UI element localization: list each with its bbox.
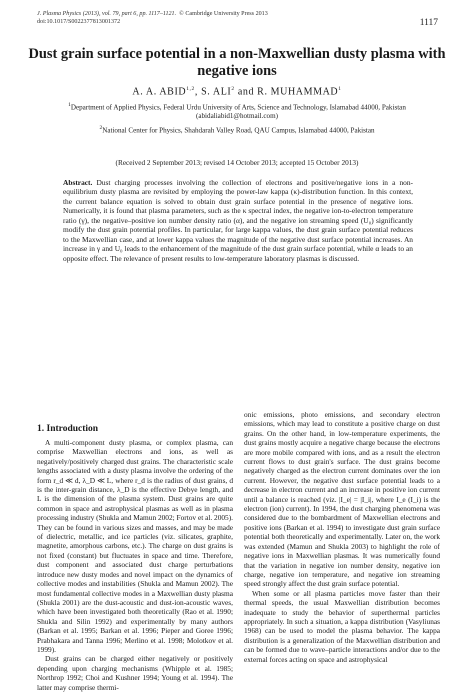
affiliation-text: Department of Applied Physics, Federal Urdu University of Arts, Science and Technology, Islamabad 44000, Pakistan [70, 103, 406, 112]
affiliation-1 [38, 101, 436, 121]
journal-line [37, 10, 437, 18]
received-dates: (Received 2 September 2013; revised 14 October 2013; accepted 15 October 2013) [115, 158, 359, 167]
author-name: and R. MUHAMMAD [234, 86, 339, 98]
author-name: A. A. ABID [132, 86, 187, 98]
section-heading: 1. Introduction [37, 424, 99, 434]
affiliation-marker: 1,2 [186, 86, 195, 92]
abstract-text: Dust charging processes involving the collection of electrons and positive/negative ions in a non-equilibrium dusty plasma are revisited by employing the power-law kappa (κ)-distribution function. In this context, the current balance equation is solved to obtain dust grain surface potential in the presence of negative ions. Numerically, it is found that plasma parameters, such as the κ spectral index, the negative ion-to-electron temperature ratio (γ), the negative–positive ion number density ratio (α), and the negative ion streaming speed (U₀) significantly modify the dust grain potential profiles. In particular, for large kappa values, the dust grain surface potential reduces to the Maxwellian case, and at lower kappa values the magnitude of the negative dust surface potential increases. An increase in γ and U₀ leads to the enhancement of the magnitude of the dust grain surface potential, while α leads to an opposite effect. The relevance of present results to low-temperature laboratory plasmas is discussed. [63, 178, 413, 263]
affiliation-marker: 1 [68, 102, 71, 108]
paper-title: Dust grain surface potential in a non-Maxwellian dusty plasma with negative ions [28, 46, 446, 79]
journal-reference: J. Plasma Physics (2013), vol. 79, part 6, pp. 1117–1121. [37, 11, 177, 17]
body-paragraph: When some or all plasma particles move faster than their thermal speeds, the usual Maxwellian distribution becomes inadequate to study the behavior of superthermal particles appropriately. In such a situation, a kappa distribution (Vasyliunas 1968) can be used to model the plasma behavior. The kappa distribution is a generalization of the Maxwellian distribution and can be formed due to wave–particle interactions and/or due to the external forces acting on space and astrophysical [244, 588, 440, 664]
abstract [63, 178, 413, 263]
author-list [20, 86, 454, 97]
body-paragraph: A multi-component dusty plasma, or complex plasma, can comprise Maxwellian electrons and ions, as well as negatively/positively charged dust grains. The characteristic scale lengths associated with a dusty plasma involve the ordering of the form r_d ≪ d, λ_D ≪ L, where r_d is the radius of dust grains, d is the inter-grain distance, λ_D is the effective Debye length, and L is the dimension of the plasma system. Dust grains are quite common in space and astrophysical plasmas as well as in plasma processing industry (Shukla and Mamun 2002; Fortov et al. 2005). They can be found in various sizes and masses, and may be made of dielectric, metallic, and ice particles (viz. silicates, graphite, magnetite, amorphous carbons, etc.). The charge on dust grains is not fixed (constant) but fluctuates in space and time. Therefore, dust component and associated dust charge perturbations introduce new dusty modes and novel impact on the dynamics of collective modes and instabilities (Shukla and Mamun 2002). The most fundamental collective modes in a Maxwellian dusty plasma (Shukla 2001) are the dust-acoustic and dust-ion-acoustic waves, which have been investigated both theoretically (Rao et al. 1990; Shukla and Silin 1992) and experimentally by many authors (Barkan et al. 1995; Barkan et al. 1996; Pieper and Goree 1996; Prabhakara and Tanna 1996; Merlino et al. 1998; Molotkov et al. 1999). [37, 438, 234, 654]
affiliation-text: National Center for Physics, Shahdarah Valley Road, QAU Campus, Islamabad 44000, Pakistan [102, 126, 375, 135]
affiliation-marker: 2 [231, 86, 235, 92]
running-head [37, 10, 437, 26]
publisher-notice: © Cambridge University Press 2013 [179, 11, 268, 17]
author-email: (abidaliabid1@hotmail.com) [196, 112, 278, 121]
abstract-label: Abstract. [63, 178, 93, 187]
doi: doi:10.1017/S0022377813001372 [37, 19, 121, 25]
affiliation-marker: 2 [99, 125, 103, 131]
body-paragraph: onic emissions, photo emissions, and secondary electron emissions, which may lead to constitute a positive charge on dust grains. On the other hand, in low-temperature experiments, the dust grains mostly acquire a negative charge because the electrons are more mobile compared with ions, and as a result the electron current flows to dust grain's surface. The dust grains become negatively charged as the electron current dominates over the ion current. However, the negative dust surface potential leads to a decrease in electron current and an increase in positive ion current until a balance is reached (viz. |I_e| = |I_i|, where I_e (I_i) is the electron (ion) current). In 1994, the dust charging phenomena was considered due to the bombardment of Maxwellian electrons and positive ions (Barkan et al. 1994) to investigate dust grain surface potential both theoretically and experimentally. Later on, the work was extended (Mamun and Shukla 2003) to highlight the role of negative ions in Maxwellian plasmas. It was numerically found that the variation in negative ion number density, negative ion charge, negative ion temperature, and negative ion streaming speed strongly affect the dust grain surface potential. [244, 410, 440, 589]
body-column-right [244, 410, 440, 664]
affiliation-2 [38, 124, 436, 135]
affiliation-marker: 1 [338, 86, 342, 92]
page-number: 1117 [419, 18, 438, 28]
author-name: , S. ALI [194, 86, 232, 98]
body-column-left [37, 438, 233, 692]
body-paragraph: Dust grains can be charged either negatively or positively depending upon charging mechanisms (Whipple et al. 1985; Northrop 1992; Choi and Kushner 1994; Young et al. 1994). The latter may comprise thermi- [37, 654, 233, 692]
